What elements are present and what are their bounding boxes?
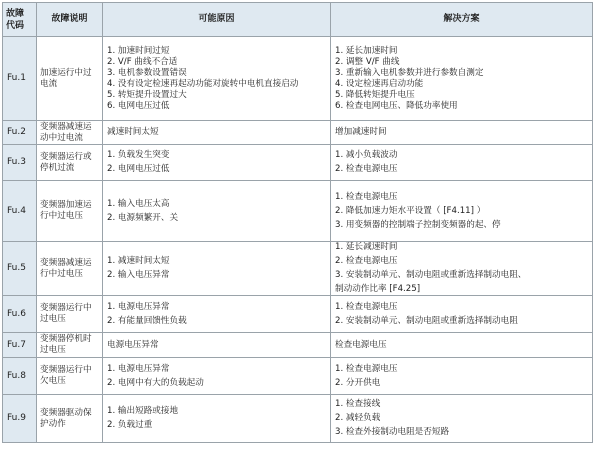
solution-list [335, 302, 588, 327]
solutions-cell [331, 145, 593, 181]
fault-description-cell: 变频器驱动保 护动作 [37, 395, 103, 443]
fault-description-cell: 变频器运行中 过电压 [37, 296, 103, 333]
solution-item: 1. 检查电源电压 [335, 301, 398, 312]
table-row [3, 121, 593, 145]
possible-causes-cell [103, 395, 331, 443]
header-possible-causes: 可能原因 [103, 3, 331, 37]
possible-causes-cell [103, 358, 331, 395]
solutions-cell [331, 121, 593, 145]
cause-list [107, 127, 326, 138]
solutions-cell [331, 358, 593, 395]
solution-item: 2. 减轻负载 [335, 413, 381, 423]
cause-item: 4. 没有设定检速再起动功能对旋转中电机直接启动 [107, 78, 299, 89]
solution-list [335, 150, 588, 175]
cause-list [107, 150, 326, 175]
fault-description-cell: 加速运行中过 电流 [37, 37, 103, 121]
fault-code-cell: Fu.6 [3, 296, 37, 333]
possible-causes-cell [103, 242, 331, 296]
solution-item: 3. 重新输入电机参数并进行参数自测定 [335, 67, 484, 78]
cause-list [107, 302, 326, 327]
fault-code-cell: Fu.9 [3, 395, 37, 443]
solutions-cell [331, 395, 593, 443]
cause-list [107, 364, 326, 389]
solution-item: 检查电源电压 [335, 339, 387, 350]
cause-list [107, 46, 326, 112]
cause-item: 2. 电网中有大的负载起动 [107, 377, 204, 388]
fault-code-cell: Fu.2 [3, 121, 37, 145]
solution-item: 2. 检查电源电压 [335, 256, 398, 266]
table-row [3, 37, 593, 121]
cause-item: 3. 电机参数设置错误 [107, 67, 187, 78]
cause-item: 1. 加速时间过短 [107, 45, 170, 56]
cause-item: 1. 电源电压异常 [107, 363, 170, 374]
solution-item: 4. 设定检速再启动功能 [335, 78, 424, 89]
solution-list [335, 340, 588, 351]
possible-causes-cell [103, 145, 331, 181]
solution-item: 1. 检查接线 [335, 399, 381, 409]
solution-item: 1. 延长减速时间 [335, 242, 398, 252]
solution-list [335, 46, 588, 112]
solution-item: 6. 检查电网电压、降低功率使用 [335, 100, 458, 111]
solution-list [335, 127, 588, 138]
cause-list [107, 406, 326, 431]
cause-item: 1. 减速时间太短 [107, 256, 170, 266]
header-fault-code: 故障 代码 [3, 3, 37, 37]
fault-code-cell: Fu.1 [3, 37, 37, 121]
fault-code-cell: Fu.8 [3, 358, 37, 395]
possible-causes-cell [103, 333, 331, 358]
cause-item: 2. 输入电压异常 [107, 270, 170, 280]
table-row [3, 296, 593, 333]
solution-item: 3. 用变频器的控制端子控制变频器的起、停 [335, 219, 501, 230]
solution-item: 3. 安装制动单元、制动电阻或重新选择制动电阻、 [335, 270, 527, 280]
fault-code-table [2, 2, 593, 443]
table-body [3, 37, 593, 443]
cause-item: 2. 有能量回馈性负载 [107, 315, 187, 326]
solutions-cell [331, 242, 593, 296]
solution-list [335, 192, 588, 231]
solution-item: 2. 调整 V/F 曲线 [335, 56, 400, 67]
cause-item: 1. 输出短路或接地 [107, 406, 179, 416]
solutions-cell [331, 333, 593, 358]
possible-causes-cell [103, 181, 331, 242]
header-fault-description: 故障说明 [37, 3, 103, 37]
fault-code-cell: Fu.4 [3, 181, 37, 242]
possible-causes-cell [103, 37, 331, 121]
cause-list [107, 256, 326, 281]
fault-code-cell: Fu.7 [3, 333, 37, 358]
fault-code-cell: Fu.3 [3, 145, 37, 181]
cause-item: 2. V/F 曲线不合适 [107, 56, 178, 67]
fault-description-cell: 变频器减速运 行中过电压 [37, 242, 103, 296]
cause-item: 2. 电网电压过低 [107, 164, 170, 174]
header-solutions: 解决方案 [331, 3, 593, 37]
solution-item: 2. 降低加速力矩水平设置（ [F4.11] ） [335, 205, 486, 216]
table-header-row [3, 3, 593, 37]
cause-item: 减速时间太短 [107, 127, 159, 137]
solution-list [335, 242, 588, 295]
table-row [3, 181, 593, 242]
fault-code-cell: Fu.5 [3, 242, 37, 296]
solution-item: 5. 降低转矩提升电压 [335, 89, 415, 100]
cause-item: 1. 负载发生突变 [107, 150, 170, 160]
possible-causes-cell [103, 121, 331, 145]
solution-item: 2. 分开供电 [335, 377, 381, 388]
table-row [3, 145, 593, 181]
cause-item: 2. 电源频繁开、关 [107, 212, 179, 223]
table-row [3, 395, 593, 443]
solutions-cell [331, 181, 593, 242]
fault-description-cell: 变频器减速运 动中过电流 [37, 121, 103, 145]
cause-item: 电源电压异常 [107, 339, 159, 350]
solution-item: 2. 检查电源电压 [335, 164, 398, 174]
solution-item: 1. 延长加速时间 [335, 45, 398, 56]
solution-list [335, 364, 588, 389]
cause-item: 1. 输入电压太高 [107, 198, 170, 209]
solutions-cell [331, 37, 593, 121]
fault-description-cell: 变频器加速运 行中过电压 [37, 181, 103, 242]
fault-description-cell: 变频器运行中 欠电压 [37, 358, 103, 395]
possible-causes-cell [103, 296, 331, 333]
cause-item: 6. 电网电压过低 [107, 100, 170, 111]
solution-item: 1. 检查电源电压 [335, 191, 398, 202]
solution-item: 1. 减小负载波动 [335, 150, 398, 160]
solution-list [335, 399, 588, 438]
fault-description-cell: 变频器停机时 过电压 [37, 333, 103, 358]
solution-item: 制动动作比率 [F4.25] [335, 284, 421, 294]
solution-item: 2. 安装制动单元、制动电阻或重新选择制动电阻 [335, 315, 518, 326]
solutions-cell [331, 296, 593, 333]
table-row [3, 358, 593, 395]
table-row [3, 333, 593, 358]
cause-list [107, 340, 326, 351]
solution-item: 3. 检查外接制动电阻是否短路 [335, 427, 450, 437]
table-row [3, 242, 593, 296]
solution-item: 1. 检查电源电压 [335, 363, 398, 374]
solution-item: 增加减速时间 [335, 127, 387, 137]
cause-item: 1. 电源电压异常 [107, 301, 170, 312]
fault-description-cell: 变频器运行或 停机过流 [37, 145, 103, 181]
cause-item: 5. 转矩提升设置过大 [107, 89, 187, 100]
cause-item: 2. 负载过重 [107, 420, 153, 430]
cause-list [107, 199, 326, 224]
